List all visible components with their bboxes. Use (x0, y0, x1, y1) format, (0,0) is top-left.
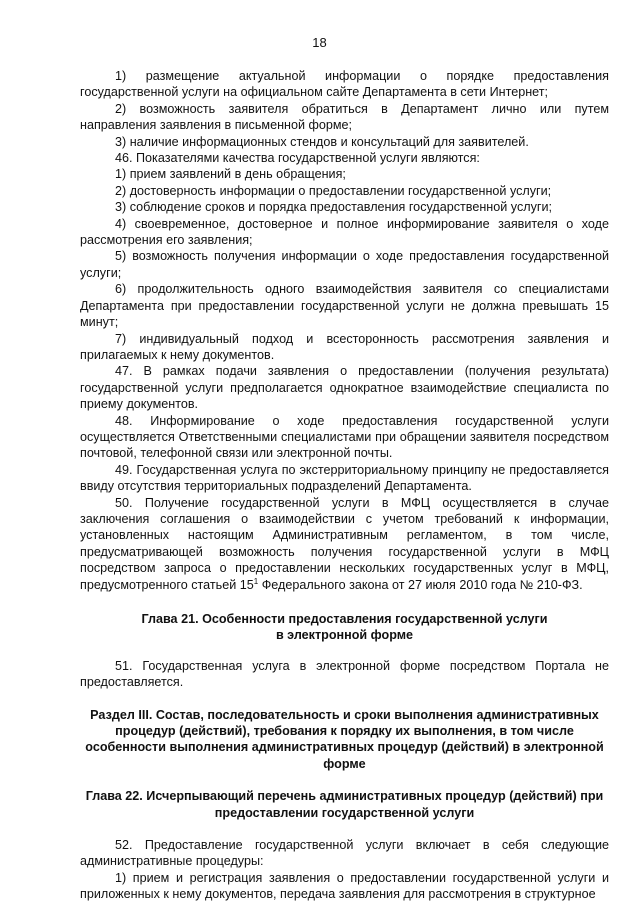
paragraph-47: 47. В рамках подачи заявления о предоставлении (получения результата) государственной услуги предполагается однократное взаимодействие специалиста по приему документов. (80, 364, 609, 412)
paragraph-46-item-7: 7) индивидуальный подход и всесторонность рассмотрения заявления и прилагаемых к нему документов. (80, 331, 609, 362)
section-3-heading-line-4: форме (323, 756, 366, 771)
section-3-heading (80, 707, 609, 773)
paragraph-50-text: 50. Получение государственной услуги в МФЦ осуществляется в случае заключения соглашения о взаимодействии с учетом требований к информации, установленных настоящим Административным регламентом, в том числе, предусматривающей возможность получения государственной услуги в МФЦ посредством запроса о предоставлении нескольких государственных услуг в МФЦ, предусмотренного статьей 15 (80, 495, 609, 592)
chapter-21-heading-line-1: Глава 21. Особенности предоставления государственной услуги (141, 612, 548, 626)
chapter-22-heading-line-1: Глава 22. Исчерпывающий перечень административных процедур (действий) при (85, 789, 604, 804)
page-number: 18 (312, 35, 327, 50)
paragraph-52: 52. Предоставление государственной услуги включает в себя следующие административные процедуры: (80, 838, 609, 869)
chapter-22-heading (80, 788, 609, 821)
paragraph-49: 49. Государственная услуга по экстерриториальному принципу не предоставляется ввиду отсутствия территориальных подразделений Департамента. (80, 462, 609, 494)
paragraph-48: 48. Информирование о ходе предоставления государственной услуги осуществляется Ответственными специалистами при обращении заявителя посредством почтовой, телефонной связи или электронной почты. (80, 413, 609, 461)
paragraph-46-item-3: 3) соблюдение сроков и порядка предоставления государственной услуги; (115, 200, 553, 215)
paragraph-item-3: 3) наличие информационных стендов и консультаций для заявителей. (115, 134, 529, 149)
section-3-heading-line-3: особенности выполнения административных процедур (действий) в электронной (85, 740, 604, 755)
chapter-21-heading (80, 611, 609, 644)
section-3-heading-line-1: Раздел III. Состав, последовательность и сроки выполнения административных (90, 707, 599, 722)
paragraph-50-text-end: Федерального закона от 27 июля 2010 года № 210-ФЗ. (258, 577, 583, 592)
paragraph-51: 51. Государственная услуга в электронной форме посредством Портала не предоставляется. (80, 658, 609, 690)
section-3-heading-line-2: процедур (действий), требования к порядку их выполнения, в том числе (115, 724, 574, 739)
paragraph-46: 46. Показателями качества государственной услуги являются: (115, 151, 480, 166)
chapter-22-heading-line-2: предоставлении государственной услуги (214, 805, 475, 820)
paragraph-50 (80, 495, 609, 593)
page-content (80, 68, 609, 903)
article-superscript: 1 (253, 576, 259, 586)
paragraph-46-item-6: 6) продолжительность одного взаимодействия заявителя со специалистами Департамента при предоставлении государственной услуги не должна превышать 15 минут; (80, 282, 609, 330)
paragraph-46-item-5: 5) возможность получения информации о ходе предоставления государственной услуги; (80, 249, 609, 280)
paragraph-46-item-1: 1) прием заявлений в день обращения; (115, 167, 346, 182)
paragraph-46-item-2: 2) достоверность информации о предоставлении государственной услуги; (115, 183, 552, 198)
paragraph-52-item-1: 1) прием и регистрация заявления о предоставлении государственной услуги и приложенных к нему документов, передача заявления для рассмотрения в структурное (80, 870, 609, 902)
chapter-21-heading-line-2: в электронной форме (275, 628, 414, 643)
paragraph-item-2: 2) возможность заявителя обратиться в Департамент лично или путем направления заявления в письменной форме; (80, 101, 609, 133)
paragraph-item-1: 1) размещение актуальной информации о порядке предоставления государственной услуги на официальном сайте Департамента в сети Интернет; (80, 69, 609, 100)
paragraph-46-item-4: 4) своевременное, достоверное и полное информирование заявителя о ходе рассмотрения его заявления; (80, 216, 609, 248)
